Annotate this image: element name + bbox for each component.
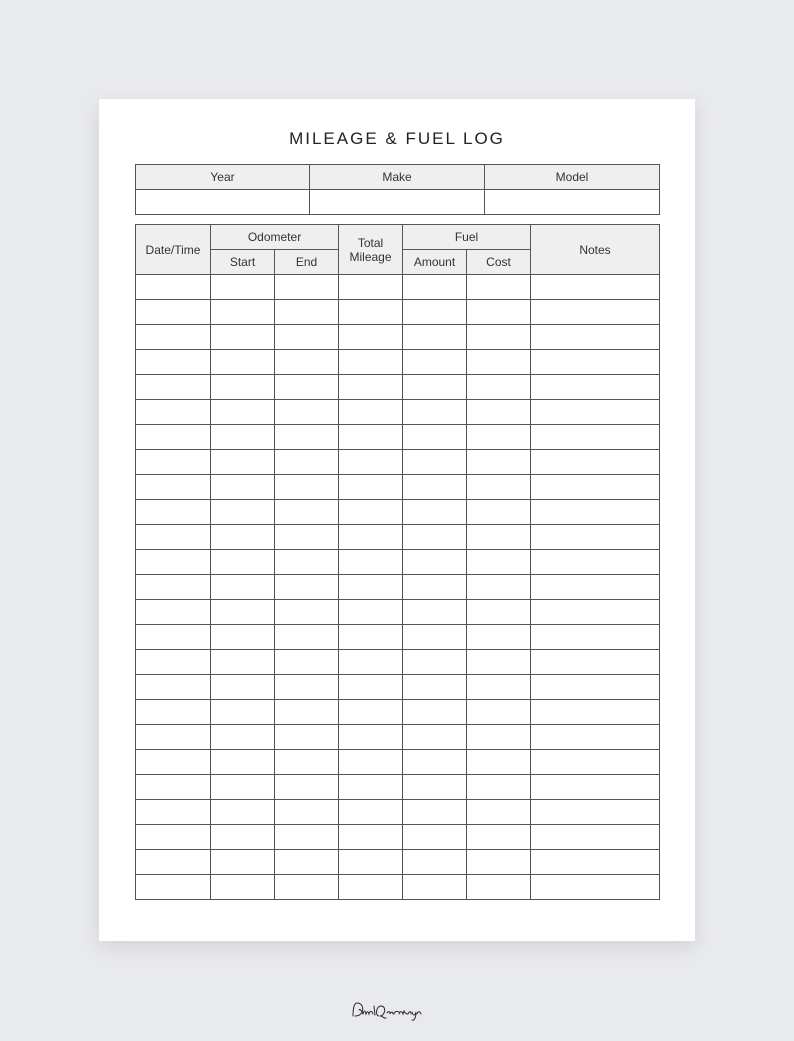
notes-cell[interactable]: [531, 350, 660, 375]
odometer-end-cell[interactable]: [275, 675, 339, 700]
odometer-start-cell[interactable]: [211, 725, 275, 750]
total-mileage-cell[interactable]: [339, 800, 403, 825]
odometer-start-cell[interactable]: [211, 850, 275, 875]
odometer-start-cell[interactable]: [211, 775, 275, 800]
date-time-cell[interactable]: [136, 375, 211, 400]
total-mileage-cell[interactable]: [339, 775, 403, 800]
date-time-cell[interactable]: [136, 875, 211, 900]
odometer-start-cell[interactable]: [211, 650, 275, 675]
fuel-amount-cell[interactable]: [403, 325, 467, 350]
fuel-cost-cell[interactable]: [467, 675, 531, 700]
notes-cell[interactable]: [531, 775, 660, 800]
log-row: [136, 400, 660, 425]
odometer-end-cell[interactable]: [275, 450, 339, 475]
total-mileage-cell[interactable]: [339, 650, 403, 675]
fuel-amount-cell[interactable]: [403, 475, 467, 500]
total-mileage-cell[interactable]: [339, 850, 403, 875]
fuel-cost-cell[interactable]: [467, 350, 531, 375]
notes-cell[interactable]: [531, 275, 660, 300]
odometer-start-cell[interactable]: [211, 375, 275, 400]
notes-cell[interactable]: [531, 725, 660, 750]
date-time-cell[interactable]: [136, 550, 211, 575]
fuel-amount-cell[interactable]: [403, 800, 467, 825]
fuel-cost-cell[interactable]: [467, 550, 531, 575]
fuel-cost-cell[interactable]: [467, 275, 531, 300]
fuel-cost-cell[interactable]: [467, 475, 531, 500]
date-time-cell[interactable]: [136, 725, 211, 750]
odometer-end-cell[interactable]: [275, 525, 339, 550]
fuel-cost-cell[interactable]: [467, 425, 531, 450]
odometer-start-cell[interactable]: [211, 325, 275, 350]
odometer-start-cell[interactable]: [211, 425, 275, 450]
fuel-amount-header: Amount: [403, 250, 467, 275]
total-mileage-cell[interactable]: [339, 725, 403, 750]
date-time-cell[interactable]: [136, 400, 211, 425]
date-time-cell[interactable]: [136, 650, 211, 675]
date-time-cell[interactable]: [136, 675, 211, 700]
fuel-cost-cell[interactable]: [467, 625, 531, 650]
notes-header: Notes: [531, 225, 660, 275]
signature-mark: [347, 998, 447, 1024]
total-mileage-cell[interactable]: [339, 300, 403, 325]
log-row: [136, 625, 660, 650]
log-row: [136, 425, 660, 450]
model-header: Model: [485, 165, 660, 190]
total-mileage-label-line1: Total: [357, 235, 384, 250]
log-row: [136, 750, 660, 775]
odometer-end-cell[interactable]: [275, 625, 339, 650]
odometer-end-cell[interactable]: [275, 325, 339, 350]
date-time-header: Date/Time: [136, 225, 211, 275]
odometer-end-cell[interactable]: [275, 875, 339, 900]
log-row: [136, 600, 660, 625]
odometer-end-cell[interactable]: [275, 600, 339, 625]
fuel-amount-cell[interactable]: [403, 725, 467, 750]
date-time-cell[interactable]: [136, 300, 211, 325]
year-header: Year: [136, 165, 310, 190]
notes-cell[interactable]: [531, 625, 660, 650]
fuel-amount-cell[interactable]: [403, 525, 467, 550]
total-mileage-cell[interactable]: [339, 275, 403, 300]
notes-cell[interactable]: [531, 575, 660, 600]
odometer-end-cell[interactable]: [275, 750, 339, 775]
log-row: [136, 650, 660, 675]
log-row: [136, 725, 660, 750]
total-mileage-cell[interactable]: [339, 625, 403, 650]
odometer-start-cell[interactable]: [211, 450, 275, 475]
total-mileage-cell[interactable]: [339, 475, 403, 500]
notes-cell[interactable]: [531, 875, 660, 900]
fuel-amount-cell[interactable]: [403, 675, 467, 700]
total-mileage-cell[interactable]: [339, 425, 403, 450]
fuel-amount-cell[interactable]: [403, 600, 467, 625]
total-mileage-label-line2: Mileage: [349, 249, 392, 264]
odometer-start-cell[interactable]: [211, 875, 275, 900]
fuel-amount-cell[interactable]: [403, 700, 467, 725]
fuel-cost-cell[interactable]: [467, 825, 531, 850]
total-mileage-header: [339, 225, 403, 275]
mileage-log-table: [135, 224, 660, 900]
total-mileage-cell[interactable]: [339, 825, 403, 850]
date-time-cell[interactable]: [136, 625, 211, 650]
fuel-header: Fuel: [403, 225, 531, 250]
date-time-cell[interactable]: [136, 850, 211, 875]
fuel-amount-cell[interactable]: [403, 425, 467, 450]
notes-cell[interactable]: [531, 325, 660, 350]
fuel-cost-header: Cost: [467, 250, 531, 275]
log-row: [136, 575, 660, 600]
total-mileage-cell[interactable]: [339, 875, 403, 900]
make-header: Make: [310, 165, 485, 190]
log-row: [136, 775, 660, 800]
fuel-amount-cell[interactable]: [403, 875, 467, 900]
fuel-cost-cell[interactable]: [467, 700, 531, 725]
fuel-cost-cell[interactable]: [467, 650, 531, 675]
notes-cell[interactable]: [531, 300, 660, 325]
notes-cell[interactable]: [531, 600, 660, 625]
fuel-cost-cell[interactable]: [467, 750, 531, 775]
model-field[interactable]: [485, 190, 660, 215]
odometer-start-header: Start: [211, 250, 275, 275]
notes-cell[interactable]: [531, 500, 660, 525]
notes-cell[interactable]: [531, 400, 660, 425]
fuel-cost-cell[interactable]: [467, 500, 531, 525]
date-time-cell[interactable]: [136, 275, 211, 300]
notes-cell[interactable]: [531, 675, 660, 700]
total-mileage-cell[interactable]: [339, 525, 403, 550]
notes-cell[interactable]: [531, 750, 660, 775]
odometer-end-cell[interactable]: [275, 275, 339, 300]
notes-cell[interactable]: [531, 800, 660, 825]
log-row: [136, 275, 660, 300]
odometer-end-cell[interactable]: [275, 550, 339, 575]
notes-cell[interactable]: [531, 450, 660, 475]
fuel-cost-cell[interactable]: [467, 575, 531, 600]
date-time-cell[interactable]: [136, 450, 211, 475]
fuel-amount-cell[interactable]: [403, 575, 467, 600]
log-row: [136, 525, 660, 550]
date-time-cell[interactable]: [136, 425, 211, 450]
odometer-end-cell[interactable]: [275, 725, 339, 750]
odometer-start-cell[interactable]: [211, 625, 275, 650]
odometer-end-cell[interactable]: [275, 500, 339, 525]
notes-cell[interactable]: [531, 550, 660, 575]
fuel-amount-cell[interactable]: [403, 375, 467, 400]
fuel-cost-cell[interactable]: [467, 525, 531, 550]
date-time-cell[interactable]: [136, 350, 211, 375]
fuel-cost-cell[interactable]: [467, 800, 531, 825]
odometer-end-cell[interactable]: [275, 475, 339, 500]
log-row: [136, 450, 660, 475]
total-mileage-cell[interactable]: [339, 550, 403, 575]
date-time-cell[interactable]: [136, 325, 211, 350]
notes-cell[interactable]: [531, 525, 660, 550]
log-row: [136, 825, 660, 850]
odometer-start-cell[interactable]: [211, 600, 275, 625]
odometer-start-cell[interactable]: [211, 800, 275, 825]
total-mileage-cell[interactable]: [339, 450, 403, 475]
page-title: MILEAGE & FUEL LOG: [289, 129, 505, 148]
fuel-amount-cell[interactable]: [403, 850, 467, 875]
date-time-cell[interactable]: [136, 800, 211, 825]
fuel-amount-cell[interactable]: [403, 650, 467, 675]
log-table-body: [136, 275, 660, 900]
odometer-start-cell[interactable]: [211, 500, 275, 525]
fuel-amount-cell[interactable]: [403, 275, 467, 300]
fuel-amount-cell[interactable]: [403, 625, 467, 650]
log-row: [136, 500, 660, 525]
odometer-start-cell[interactable]: [211, 525, 275, 550]
fuel-amount-cell[interactable]: [403, 550, 467, 575]
make-field[interactable]: [310, 190, 485, 215]
fuel-cost-cell[interactable]: [467, 775, 531, 800]
total-mileage-cell[interactable]: [339, 350, 403, 375]
odometer-start-cell[interactable]: [211, 400, 275, 425]
fuel-cost-cell[interactable]: [467, 875, 531, 900]
odometer-start-cell[interactable]: [211, 300, 275, 325]
total-mileage-cell[interactable]: [339, 375, 403, 400]
odometer-start-cell[interactable]: [211, 575, 275, 600]
log-row: [136, 300, 660, 325]
total-mileage-cell[interactable]: [339, 675, 403, 700]
date-time-cell[interactable]: [136, 600, 211, 625]
date-time-cell[interactable]: [136, 825, 211, 850]
odometer-start-cell[interactable]: [211, 475, 275, 500]
odometer-header: Odometer: [211, 225, 339, 250]
odometer-end-cell[interactable]: [275, 425, 339, 450]
odometer-start-cell[interactable]: [211, 825, 275, 850]
odometer-start-cell[interactable]: [211, 275, 275, 300]
year-field[interactable]: [136, 190, 310, 215]
odometer-end-cell[interactable]: [275, 300, 339, 325]
date-time-cell[interactable]: [136, 700, 211, 725]
date-time-cell[interactable]: [136, 775, 211, 800]
log-row: [136, 475, 660, 500]
odometer-end-cell[interactable]: [275, 775, 339, 800]
fuel-amount-cell[interactable]: [403, 825, 467, 850]
odometer-end-cell[interactable]: [275, 850, 339, 875]
fuel-cost-cell[interactable]: [467, 375, 531, 400]
total-mileage-cell[interactable]: [339, 400, 403, 425]
notes-cell[interactable]: [531, 850, 660, 875]
vehicle-info-table: [135, 164, 660, 215]
fuel-amount-cell[interactable]: [403, 750, 467, 775]
log-row: [136, 375, 660, 400]
fuel-amount-cell[interactable]: [403, 450, 467, 475]
log-row: [136, 700, 660, 725]
log-row: [136, 800, 660, 825]
odometer-end-header: End: [275, 250, 339, 275]
total-mileage-cell[interactable]: [339, 750, 403, 775]
odometer-end-cell[interactable]: [275, 700, 339, 725]
fuel-cost-cell[interactable]: [467, 400, 531, 425]
odometer-end-cell[interactable]: [275, 825, 339, 850]
log-row: [136, 875, 660, 900]
total-mileage-cell[interactable]: [339, 600, 403, 625]
log-row: [136, 350, 660, 375]
notes-cell[interactable]: [531, 375, 660, 400]
odometer-end-cell[interactable]: [275, 375, 339, 400]
signature-logo: [0, 998, 794, 1029]
odometer-start-cell[interactable]: [211, 350, 275, 375]
fuel-amount-cell[interactable]: [403, 300, 467, 325]
odometer-start-cell[interactable]: [211, 750, 275, 775]
fuel-amount-cell[interactable]: [403, 775, 467, 800]
log-row: [136, 325, 660, 350]
fuel-amount-cell[interactable]: [403, 400, 467, 425]
date-time-cell[interactable]: [136, 500, 211, 525]
fuel-amount-cell[interactable]: [403, 350, 467, 375]
total-mileage-cell[interactable]: [339, 700, 403, 725]
odometer-end-cell[interactable]: [275, 650, 339, 675]
odometer-start-cell[interactable]: [211, 550, 275, 575]
odometer-end-cell[interactable]: [275, 575, 339, 600]
log-row: [136, 550, 660, 575]
fuel-cost-cell[interactable]: [467, 325, 531, 350]
date-time-cell[interactable]: [136, 750, 211, 775]
fuel-cost-cell[interactable]: [467, 850, 531, 875]
notes-cell[interactable]: [531, 700, 660, 725]
notes-cell[interactable]: [531, 425, 660, 450]
odometer-start-cell[interactable]: [211, 700, 275, 725]
log-row: [136, 850, 660, 875]
fuel-cost-cell[interactable]: [467, 600, 531, 625]
notes-cell[interactable]: [531, 475, 660, 500]
odometer-end-cell[interactable]: [275, 350, 339, 375]
fuel-cost-cell[interactable]: [467, 725, 531, 750]
total-mileage-cell[interactable]: [339, 325, 403, 350]
odometer-start-cell[interactable]: [211, 675, 275, 700]
date-time-cell[interactable]: [136, 475, 211, 500]
fuel-cost-cell[interactable]: [467, 450, 531, 475]
odometer-end-cell[interactable]: [275, 800, 339, 825]
date-time-cell[interactable]: [136, 575, 211, 600]
log-row: [136, 675, 660, 700]
fuel-amount-cell[interactable]: [403, 500, 467, 525]
date-time-cell[interactable]: [136, 525, 211, 550]
notes-cell[interactable]: [531, 825, 660, 850]
fuel-cost-cell[interactable]: [467, 300, 531, 325]
total-mileage-cell[interactable]: [339, 500, 403, 525]
notes-cell[interactable]: [531, 650, 660, 675]
odometer-end-cell[interactable]: [275, 400, 339, 425]
total-mileage-cell[interactable]: [339, 575, 403, 600]
